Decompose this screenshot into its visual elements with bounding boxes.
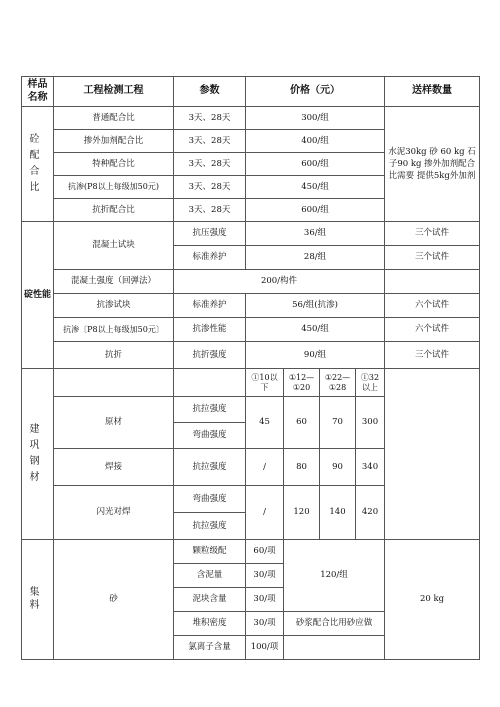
price: 300 (356, 397, 385, 449)
size-header: ①10以下 (246, 369, 284, 397)
test-item: 混凝土试块 (54, 222, 174, 270)
size-header: ①12—①20 (284, 369, 320, 397)
test-item: 抗折 (54, 342, 174, 369)
size-header: ①22—①28 (320, 369, 356, 397)
param: 抗拉强度 (174, 513, 246, 540)
price: 56/组(抗渗) (246, 294, 385, 318)
price: 36/组 (246, 222, 385, 246)
table-row (22, 540, 480, 564)
table-row (22, 222, 480, 246)
category-concrete-performance: 碇性能 (22, 222, 54, 369)
sample-qty: 三个试件 (385, 222, 480, 246)
param: 3天、28天 (174, 176, 246, 199)
test-item: 抗折配合比 (54, 199, 174, 222)
param: 抗拉强度 (174, 397, 246, 423)
category-steel: 建巩钢材 (22, 369, 54, 540)
price: 600/组 (246, 199, 385, 222)
table-row (22, 107, 480, 130)
sample-qty: 三个试件 (385, 342, 480, 369)
param: 抗渗性能 (174, 318, 246, 342)
price: 450/组 (246, 176, 385, 199)
param: 弯曲强度 (174, 423, 246, 449)
param: 颗粒级配 (174, 540, 246, 564)
param: 抗压强度 (174, 222, 246, 246)
size-header: ①32 以上 (356, 369, 385, 397)
price: / (246, 449, 284, 486)
test-item: 特种配合比 (54, 153, 174, 176)
price: 45 (246, 397, 284, 449)
param: 泥块含量 (174, 588, 246, 612)
sample-qty-empty (385, 270, 480, 294)
price: 120 (284, 486, 320, 540)
test-item: 掺外加剂配合比 (54, 130, 174, 153)
group-price: 120/组 (284, 540, 385, 612)
price: 450/组 (246, 318, 385, 342)
header-test-item: 工程检测工程 (54, 77, 174, 107)
header-row (22, 77, 480, 107)
test-item: 抗渗试块 (54, 294, 174, 318)
header-sample-name: 样品名称 (22, 77, 54, 107)
table-row (22, 342, 480, 369)
sample-qty: 三个试件 (385, 246, 480, 270)
header-sample-qty: 送样数量 (385, 77, 480, 107)
header-price: 价格（元） (246, 77, 385, 107)
price: 420 (356, 486, 385, 540)
price: 28/组 (246, 246, 385, 270)
price: 340 (356, 449, 385, 486)
price: 30/项 (246, 564, 284, 588)
param: 3天、28天 (174, 130, 246, 153)
sample-qty-aggregate: 20 kg (385, 540, 480, 660)
param: 氯离子含量 (174, 636, 246, 660)
param: 3天、28天 (174, 107, 246, 130)
price: / (246, 486, 284, 540)
test-item: 普通配合比 (54, 107, 174, 130)
price: 60/项 (246, 540, 284, 564)
param: 弯曲强度 (174, 486, 246, 513)
price: 90 (320, 449, 356, 486)
param: 3天、28天 (174, 199, 246, 222)
sample-qty-steel (385, 369, 480, 540)
aggregate-note: 砂浆配合比用砂应做 (284, 612, 385, 636)
param: 标准养护 (174, 294, 246, 318)
test-item: 混凝土强度（回弹法） (54, 270, 174, 294)
price: 140 (320, 486, 356, 540)
param: 3天、28天 (174, 153, 246, 176)
category-aggregate: 集 料 (22, 540, 54, 660)
price: 70 (320, 397, 356, 449)
test-item: 抗渗(P8以上每级加50元) (54, 176, 174, 199)
price: 60 (284, 397, 320, 449)
sample-qty: 六个试件 (385, 294, 480, 318)
price: 90/组 (246, 342, 385, 369)
price: 80 (284, 449, 320, 486)
price: 30/项 (246, 612, 284, 636)
param: 抗拉强度 (174, 449, 246, 486)
table-row (22, 270, 480, 294)
price: 400/组 (246, 130, 385, 153)
test-item: 砂 (54, 540, 174, 660)
param: 含泥量 (174, 564, 246, 588)
sample-qty-mix: 水泥30kg 砂 60 kg 石子90 kg 掺外加剂配合比需要 提供5kg外加剂 (385, 107, 480, 222)
aggregate-empty (284, 636, 385, 660)
price: 30/项 (246, 588, 284, 612)
price-table (21, 76, 480, 660)
table-row (22, 294, 480, 318)
test-item: 原材 (54, 397, 174, 449)
table-row (22, 369, 480, 397)
steel-empty (54, 369, 174, 397)
test-item: 抗渗〔P8以上每级加50元〕 (54, 318, 174, 342)
sample-qty: 六个试件 (385, 318, 480, 342)
price: 300/组 (246, 107, 385, 130)
header-param: 参数 (174, 77, 246, 107)
category-concrete-mix: 砼配合比 (22, 107, 54, 222)
steel-empty (174, 369, 246, 397)
price: 100/项 (246, 636, 284, 660)
param: 堆积密度 (174, 612, 246, 636)
price: 200/构件 (174, 270, 385, 294)
param: 标准养护 (174, 246, 246, 270)
table-row (22, 318, 480, 342)
test-item: 焊接 (54, 449, 174, 486)
param: 抗折强度 (174, 342, 246, 369)
price: 600/组 (246, 153, 385, 176)
test-item: 闪光对焊 (54, 486, 174, 540)
